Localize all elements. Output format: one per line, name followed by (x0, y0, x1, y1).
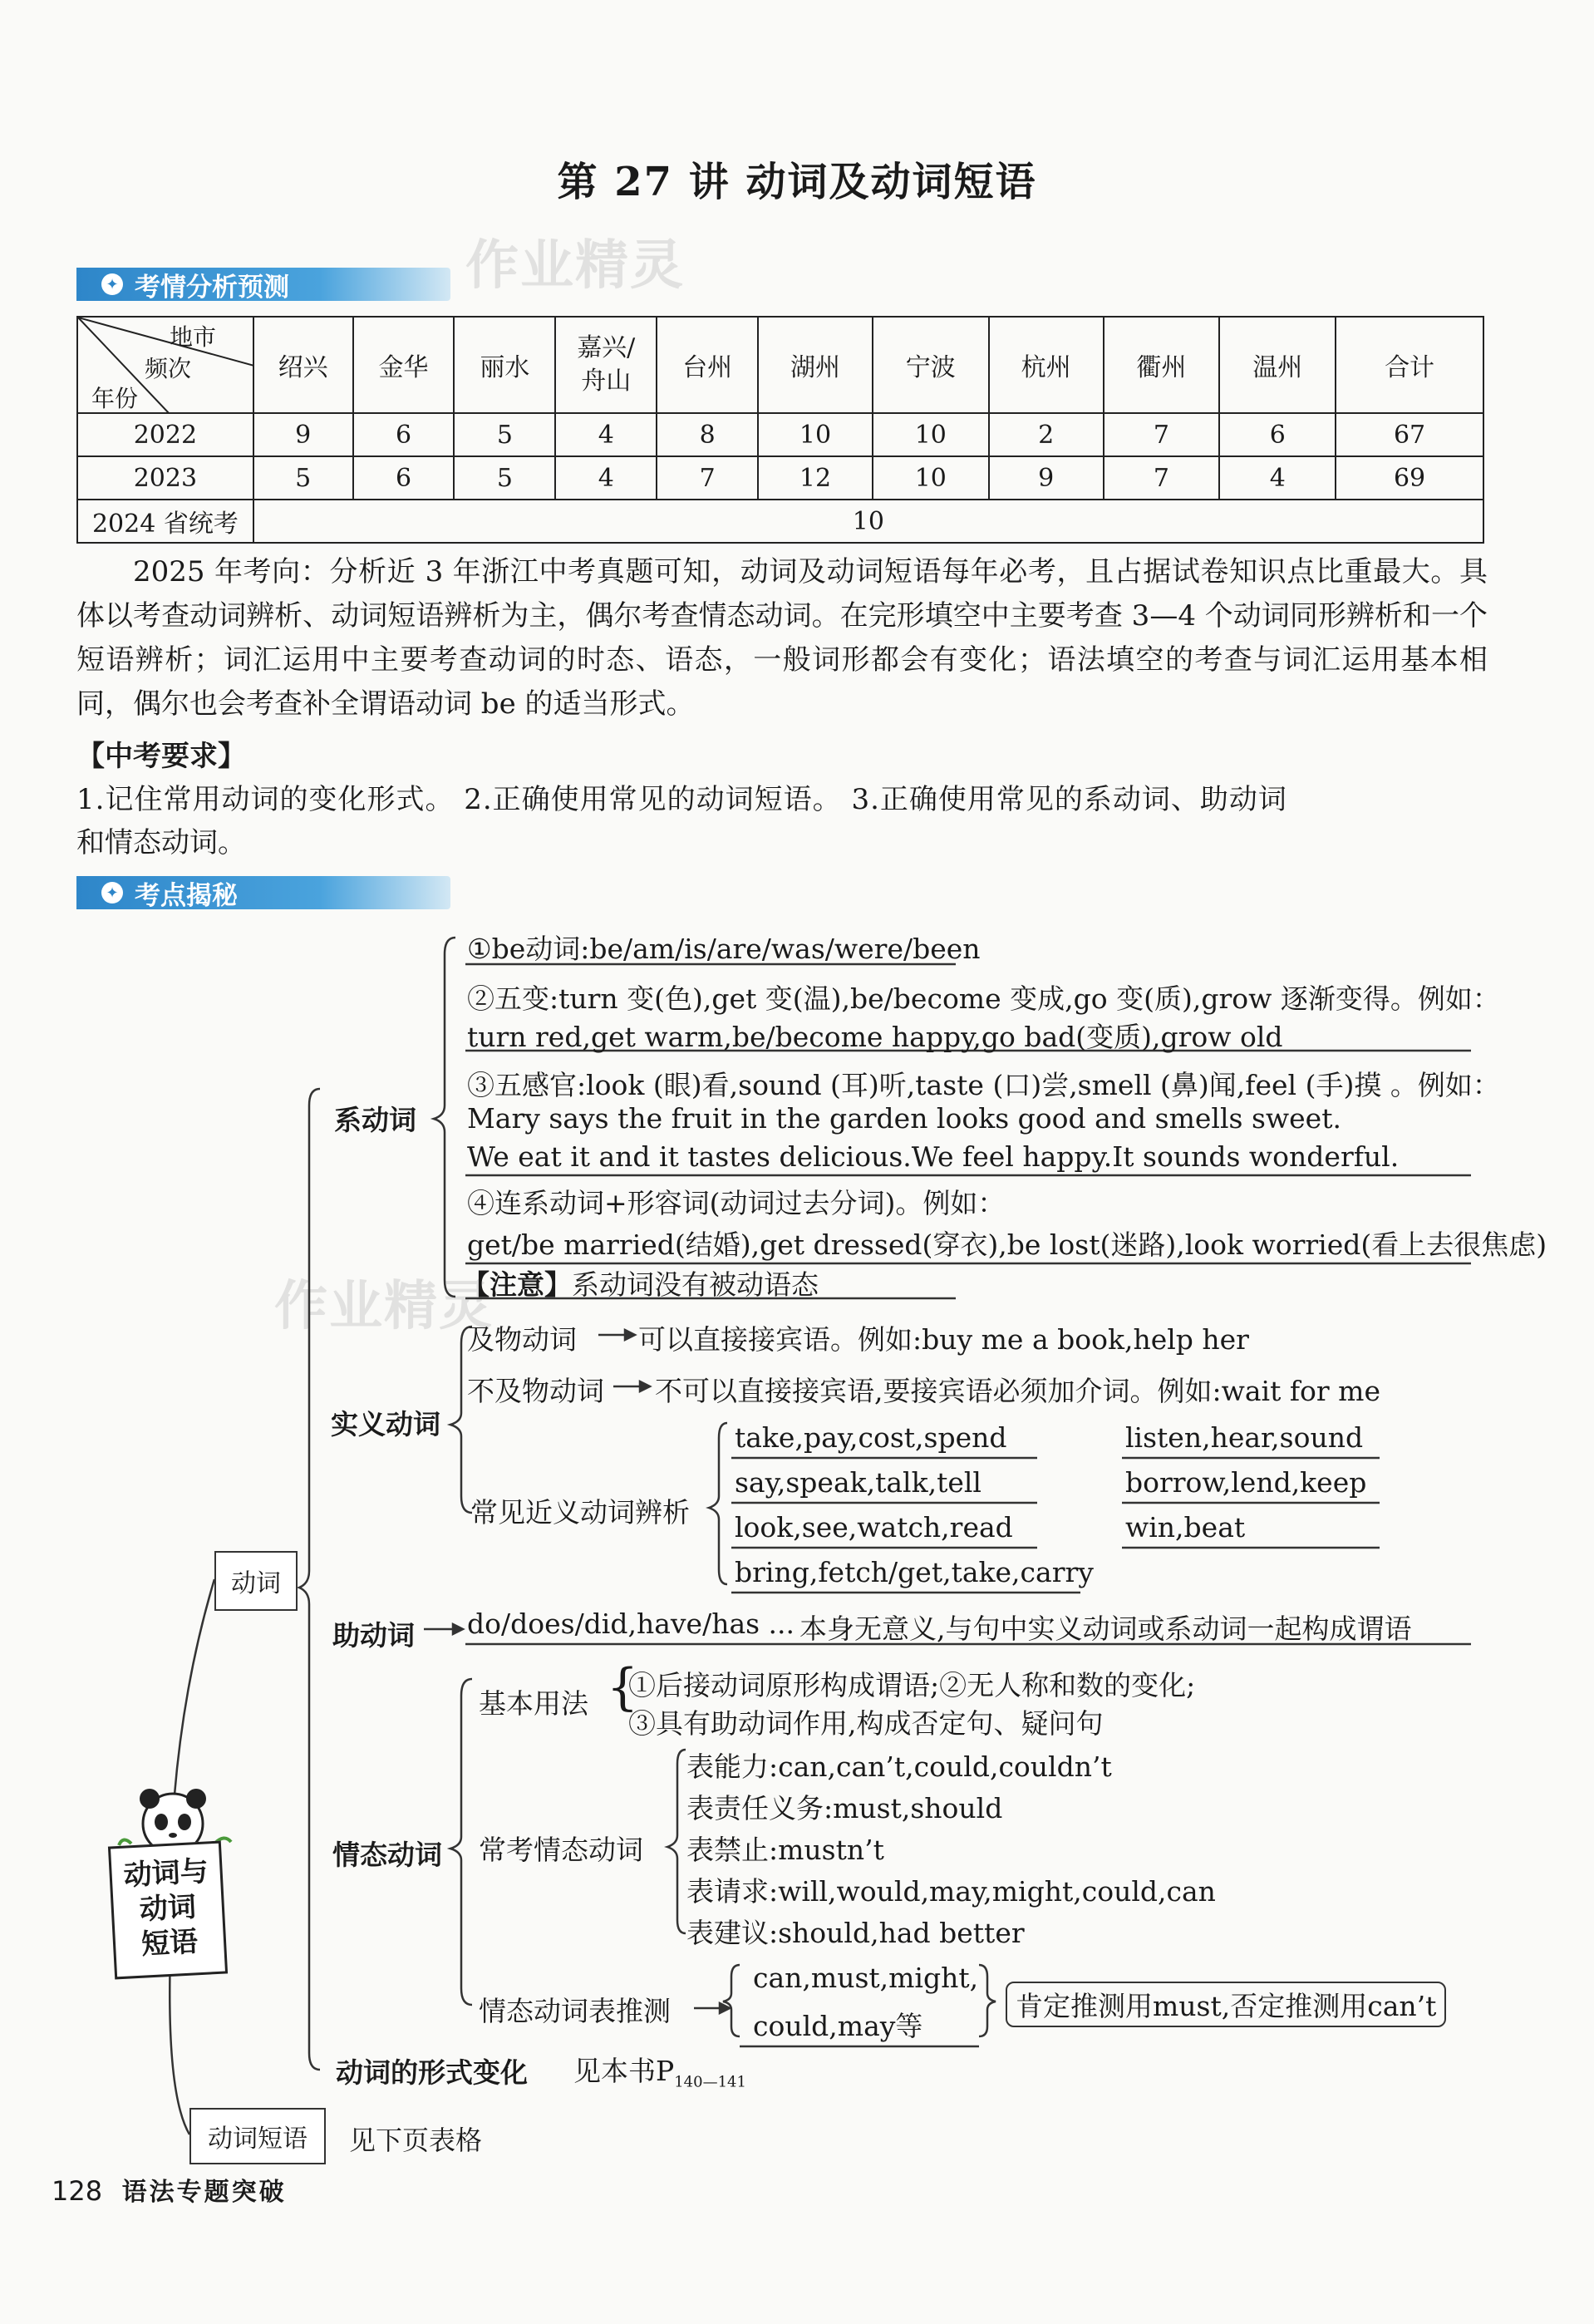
value-cell: 7 (657, 456, 758, 500)
root-label-box (108, 1841, 228, 1980)
value-cell: 6 (1219, 413, 1336, 456)
mindmap-root (106, 1785, 239, 1985)
linking-adj-2: get/be married(结婚),get dressed(穿衣),be lost(迷路),look worried(看上去很焦虑) (467, 1228, 1547, 1261)
modal-verb-label: 情态动词 (332, 1839, 442, 1871)
city-header: 湖州 (758, 317, 873, 413)
requirements-line-2: 和情态动词。 (76, 826, 246, 859)
modal-basic-label: 基本用法 (479, 1687, 588, 1720)
value-cell: 5 (253, 456, 353, 500)
year-cell: 2024 省统考 (77, 500, 253, 543)
modal-common-item: 表责任义务:must,should (686, 1792, 1003, 1824)
synonym-item: look,see,watch,read (735, 1511, 1013, 1544)
brace-glyph: { (607, 1658, 639, 1716)
lightbulb-icon: ✦ (101, 882, 123, 904)
city-header: 金华 (353, 317, 455, 413)
intransitive-label: 不及物动词 (467, 1375, 604, 1407)
lightbulb-icon: ✦ (101, 273, 123, 295)
auxiliary-desc: 本身无意义,与句中实义动词或系动词一起构成谓语 (799, 1613, 1412, 1645)
transitive-desc: 可以直接接宾语。例如:buy me a book,help her (638, 1323, 1249, 1356)
modal-guess-label: 情态动词表推测 (479, 1995, 671, 2027)
linking-sense-3: We eat it and it tastes delicious.We feel happy.It sounds wonderful. (467, 1140, 1400, 1173)
synonym-item: take,pay,cost,spend (735, 1421, 1007, 1454)
intransitive-desc: 不可以直接接宾语,要接宾语必须加介词。例如:wait for me (655, 1375, 1381, 1407)
section-header-label: 考点揭秘 (135, 880, 238, 911)
city-header: 衢州 (1104, 317, 1220, 413)
value-cell: 9 (253, 413, 353, 456)
city-header: 宁波 (873, 317, 989, 413)
synonym-item: win,beat (1125, 1511, 1246, 1544)
section-header-label: 考情分析预测 (135, 272, 289, 303)
linking-sense-2: Mary says the fruit in the garden looks good and smells sweet. (467, 1102, 1341, 1135)
page-number: 128 (52, 2175, 103, 2207)
modal-common-item: 表建议:should,had better (686, 1917, 1025, 1949)
verb-node: 动词 (214, 1551, 298, 1611)
note-tag: 【注意】 (462, 1268, 572, 1301)
linking-adj-1: ④连系动词+形容词(动词过去分词)。例如： (467, 1187, 1006, 1219)
verb-forms-ref-text: 见本书P (573, 2055, 675, 2087)
corner-count: 频次 (145, 355, 192, 382)
value-cell: 10 (758, 413, 873, 456)
verb-forms-ref (573, 2050, 746, 2091)
linking-be: ①be动词:be/am/is/are/was/were/been (467, 933, 981, 965)
modal-guess-1: can,must,might, (753, 1962, 979, 1994)
city-header: 嘉兴/舟山 (555, 317, 657, 413)
modal-guess-2: could,may等 (753, 2010, 923, 2042)
analysis-text: 2025 年考向：分析近 3 年浙江中考真题可知，动词及动词短语每年必考，且占据试卷知识点比重最大。具体以考查动词辨析、动词短语辨析为主，偶尔考查情态动词。在完形填空中主要考查 3—4 个动词同形辨析和一个短语辨析；词汇运用中主要考查动词的时态、语态，一般词形都会有变化；语法填空的考查与词汇运用基本相同，偶尔也会考查补全谓语动词 be 的适当形式。 (76, 555, 1488, 721)
value-cell: 4 (1219, 456, 1336, 500)
root-label-line: 动词与 (122, 1854, 209, 1893)
city-header: 台州 (657, 317, 758, 413)
city-header: 合计 (1336, 317, 1483, 413)
verb-forms-ref-pages: 140—141 (674, 2073, 746, 2091)
synonym-item: listen,hear,sound (1125, 1421, 1364, 1454)
notional-verb-label: 实义动词 (331, 1408, 440, 1440)
value-cell: 10 (873, 456, 989, 500)
modal-common-item: 表请求:will,would,may,might,could,can (686, 1875, 1216, 1908)
phrase-node: 动词短语 (189, 2108, 326, 2164)
root-label-line: 动词 (138, 1890, 197, 1927)
value-cell: 7 (1104, 456, 1220, 500)
modal-basic-1: ①后接动词原形构成谓语;②无人称和数的变化; (628, 1669, 1196, 1701)
footer-section: 语法专题突破 (121, 2178, 287, 2207)
value-cell: 5 (454, 456, 555, 500)
auxiliary-examples: do/does/did,have/has ... (467, 1608, 795, 1640)
value-cell: 7 (1104, 413, 1220, 456)
modal-guess-note: 肯定推测用must,否定推测用can’t (1006, 1982, 1446, 2027)
watermark-2: 作业精灵 (274, 1276, 494, 1337)
value-cell: 10 (253, 500, 1483, 543)
synonym-label: 常见近义动词辨析 (470, 1496, 690, 1529)
linking-change-1: ②五变:turn 变(色),get 变(温),be/become 变成,go 变(质),grow 逐渐变得。例如： (467, 982, 1500, 1015)
linking-note (462, 1263, 819, 1302)
modal-common-label: 常考情态动词 (479, 1834, 643, 1866)
value-cell: 12 (758, 456, 873, 500)
value-cell: 4 (555, 413, 657, 456)
linking-verb-label: 系动词 (334, 1104, 416, 1136)
auxiliary-verb-label: 助动词 (332, 1619, 415, 1652)
synonym-item: say,speak,talk,tell (735, 1466, 981, 1499)
transitive-label: 及物动词 (467, 1323, 577, 1356)
linking-sense-1: ③五感官:look (眼)看,sound (耳)听,taste (口)尝,smell (鼻)闻,feel (手)摸 。例如： (467, 1069, 1500, 1101)
requirements-heading: 【中考要求】 (76, 740, 246, 773)
value-cell: 10 (873, 413, 989, 456)
value-cell: 67 (1336, 413, 1483, 456)
year-cell: 2022 (77, 413, 253, 456)
city-header: 丽水 (454, 317, 555, 413)
page-title: 第 27 讲 动词及动词短语 (557, 159, 1037, 205)
modal-basic-2: ③具有助动词作用,构成否定句、疑问句 (628, 1707, 1104, 1740)
modal-common-item: 表能力:can,can’t,could,couldn’t (686, 1750, 1112, 1783)
value-cell: 5 (454, 413, 555, 456)
phrase-note: 见下页表格 (349, 2125, 483, 2156)
city-header: 温州 (1219, 317, 1336, 413)
value-cell: 2 (989, 413, 1104, 456)
year-cell: 2023 (77, 456, 253, 500)
value-cell: 9 (989, 456, 1104, 500)
watermark: 作业精灵 (465, 235, 685, 297)
note-text: 系动词没有被动语态 (572, 1268, 819, 1301)
requirements-line-1: 1.记住常用动词的变化形式。 2.正确使用常见的动词短语。 3.正确使用常见的系动词、助动词 (76, 783, 1287, 816)
verb-forms-label: 动词的形式变化 (336, 2056, 528, 2089)
city-header: 杭州 (989, 317, 1104, 413)
root-label-line: 短语 (140, 1925, 199, 1962)
value-cell: 69 (1336, 456, 1483, 500)
value-cell: 6 (353, 456, 455, 500)
synonym-item: borrow,lend,keep (1125, 1466, 1367, 1499)
corner-city: 地市 (170, 323, 217, 351)
city-header: 绍兴 (253, 317, 353, 413)
synonym-item: bring,fetch/get,take,carry (735, 1556, 1094, 1588)
linking-change-2: turn red,get warm,be/become happy,go bad(变质),grow old (467, 1021, 1283, 1053)
page-footer (52, 2171, 287, 2208)
modal-common-item: 表禁止:mustn’t (686, 1834, 884, 1866)
value-cell: 6 (353, 413, 455, 456)
corner-year: 年份 (91, 385, 139, 412)
value-cell: 4 (555, 456, 657, 500)
value-cell: 8 (657, 413, 758, 456)
